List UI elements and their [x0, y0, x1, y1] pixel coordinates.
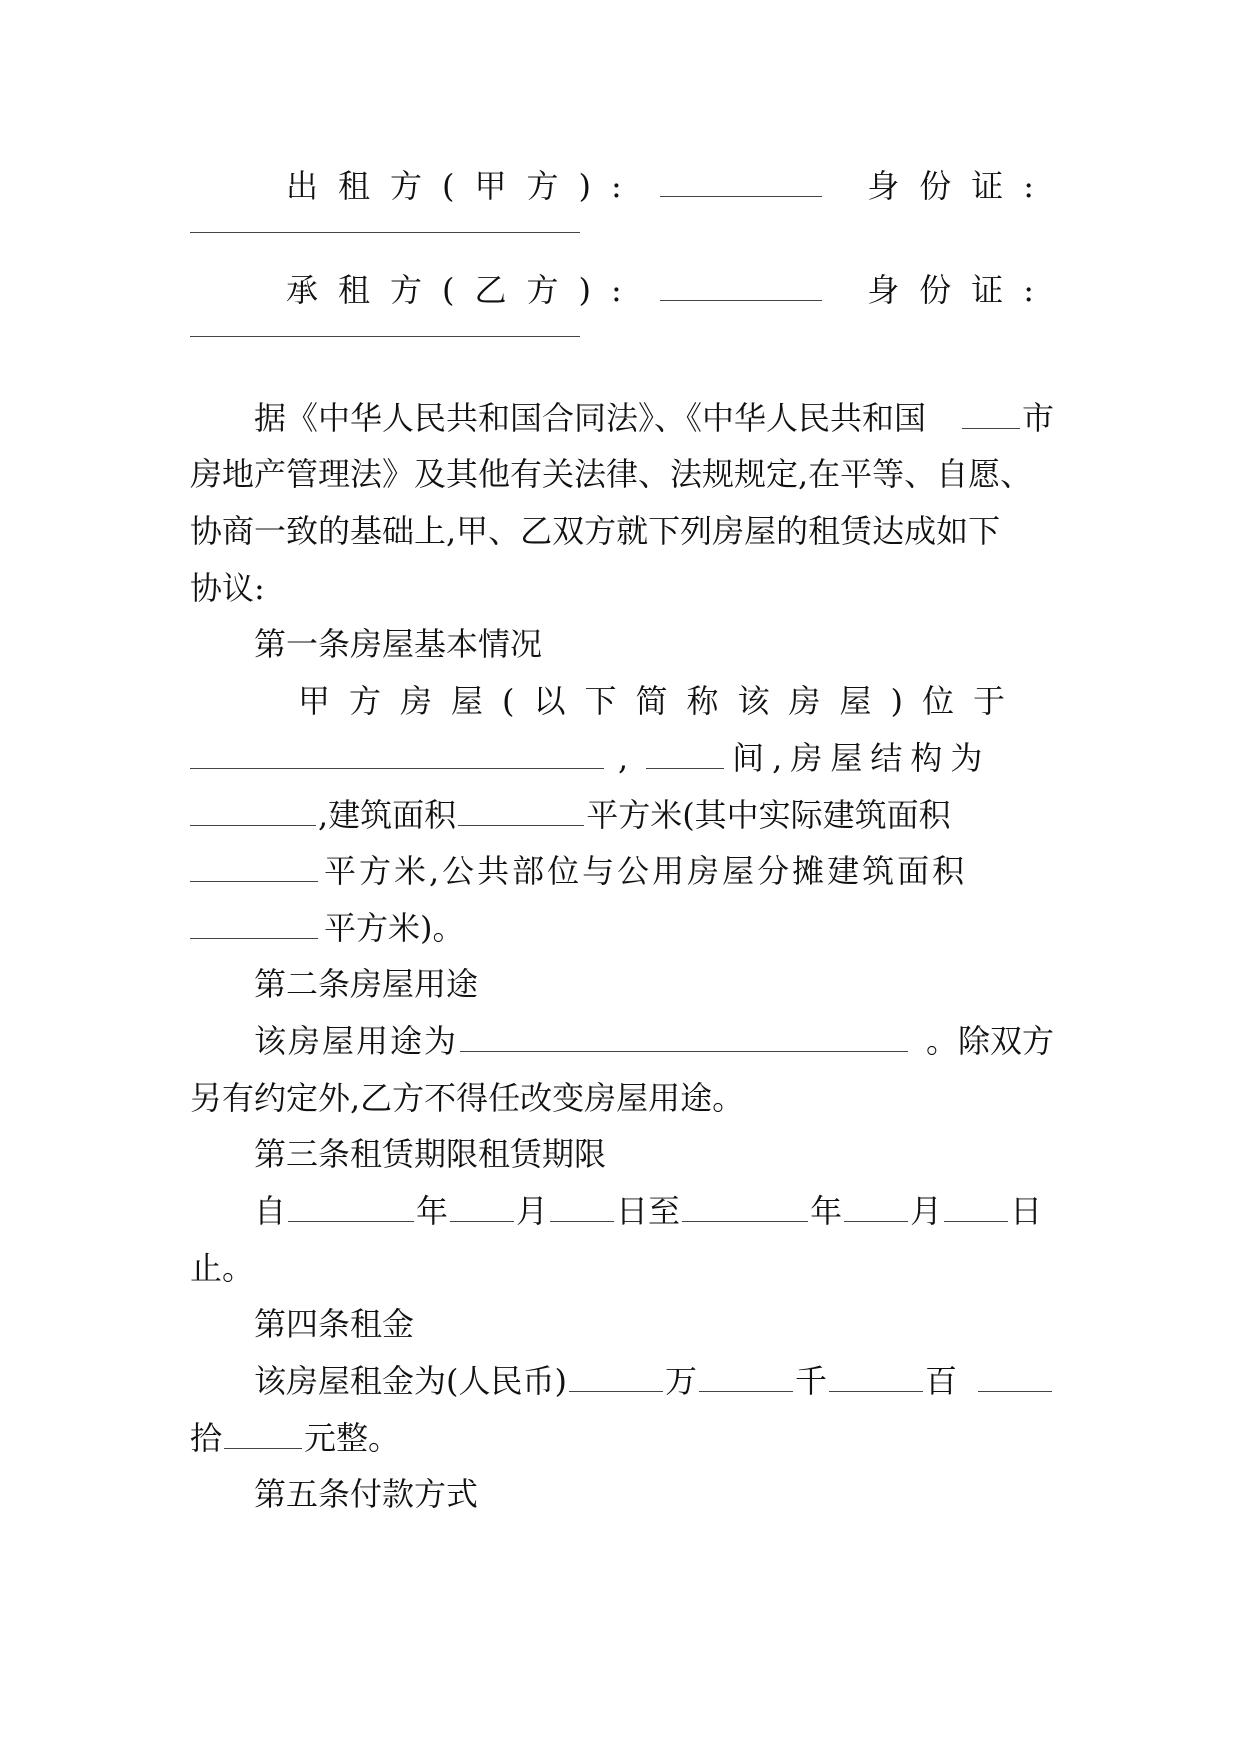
- rooms-blank: [646, 767, 724, 769]
- art3-month-label-2: 月: [910, 1192, 943, 1230]
- end-day-blank: [944, 1220, 1008, 1222]
- art3-year-label-2: 年: [810, 1192, 843, 1230]
- art1-line-3: [190, 795, 1054, 835]
- art3-title: 第三条租赁期限租赁期限: [254, 1135, 607, 1173]
- lessee-label: 承租方(乙方):: [286, 271, 642, 309]
- usage-blank: [460, 1050, 908, 1052]
- art3-line-2: 止。: [190, 1249, 255, 1287]
- yuan-blank: [224, 1447, 302, 1449]
- intro-line-1: [190, 398, 1054, 438]
- lessee-line: [286, 270, 1054, 310]
- art4-yuan-label: 元整。: [304, 1419, 401, 1457]
- art3-day-label-2: 日: [1010, 1192, 1043, 1230]
- intro-line-1-blank-group: [960, 398, 1054, 438]
- art1-line-3b: 平方米(其中实际建筑面积: [586, 796, 951, 834]
- intro-line-4: 协议:: [190, 569, 265, 607]
- intro-line-3: 协商一致的基础上,甲、乙双方就下列房屋的租赁达成如下: [190, 512, 1001, 550]
- ten-thousand-blank: [569, 1390, 663, 1392]
- art3-month-label-1: 月: [516, 1192, 549, 1230]
- intro-line-1b: 市: [1021, 399, 1054, 437]
- art4-qian-label: 千: [795, 1362, 828, 1400]
- art3-line-1: [190, 1191, 1054, 1231]
- art4-line-1: [190, 1361, 1054, 1401]
- art1-line-2: [190, 738, 1054, 778]
- art2-line-1a: 该房屋用途为: [254, 1022, 459, 1060]
- actual-area-blank: [190, 880, 318, 882]
- intro-line-1a: 据《中华人民共和国合同法》、《中华人民共和国: [254, 399, 927, 437]
- city-blank: [962, 427, 1020, 429]
- start-day-blank: [550, 1220, 614, 1222]
- art4-line-2: [190, 1418, 1054, 1458]
- art1-line-1: 甲方房屋(以下简称该房屋)位于: [298, 682, 1024, 720]
- intro-line-2: 房地产管理法》及其他有关法律、法规规定,在平等、自愿、: [190, 455, 1033, 493]
- lessor-name-blank: [660, 195, 822, 197]
- end-year-blank: [682, 1220, 808, 1222]
- art2-title: 第二条房屋用途: [254, 965, 479, 1003]
- art4-title: 第四条租金: [254, 1305, 415, 1343]
- art1-line-2a: ,: [618, 739, 629, 777]
- lessor-id-blank: [190, 232, 580, 233]
- ten-blank: [978, 1390, 1052, 1392]
- art4-shi-label: 拾: [190, 1419, 223, 1457]
- location-blank: [190, 767, 604, 769]
- art4-bai-label: 百: [925, 1362, 958, 1400]
- lessee-name-blank: [660, 299, 822, 301]
- shared-area-blank: [190, 937, 318, 939]
- lessee-id-label: 身份证:: [867, 271, 1054, 309]
- building-area-blank: [458, 824, 584, 826]
- lessor-line: [286, 166, 1054, 206]
- art5-title: 第五条付款方式: [254, 1475, 479, 1513]
- lessee-id-blank: [190, 336, 580, 337]
- art1-line-5-text: 平方米)。: [324, 909, 465, 947]
- start-year-blank: [288, 1220, 414, 1222]
- art1-line-5: [190, 908, 1054, 948]
- art2-line-2: 另有约定外,乙方不得任改变房屋用途。: [190, 1079, 745, 1117]
- art1-line-2b: 间,房屋结构为: [732, 739, 991, 777]
- art1-title: 第一条房屋基本情况: [254, 625, 543, 663]
- art1-line-4: [190, 851, 1054, 891]
- start-month-blank: [450, 1220, 514, 1222]
- hundred-blank: [829, 1390, 923, 1392]
- art3-from-label: 自: [254, 1192, 287, 1230]
- art2-line-1: [190, 1021, 1054, 1061]
- lessor-label: 出租方(甲方):: [286, 167, 642, 205]
- art1-line-3a: ,建筑面积: [318, 796, 457, 834]
- art3-day-to-label: 日至: [616, 1192, 681, 1230]
- art2-line-1b: 。除双方: [925, 1022, 1054, 1060]
- art1-line-4-text: 平方米,公共部位与公用房屋分摊建筑面积: [324, 852, 968, 890]
- lessor-id-label: 身份证:: [867, 167, 1054, 205]
- art4-wan-label: 万: [664, 1362, 697, 1400]
- structure-blank: [190, 824, 316, 826]
- art4-rent-label: 该房屋租金为(人民币): [254, 1362, 567, 1400]
- end-month-blank: [844, 1220, 908, 1222]
- art3-year-label-1: 年: [416, 1192, 449, 1230]
- thousand-blank: [699, 1390, 793, 1392]
